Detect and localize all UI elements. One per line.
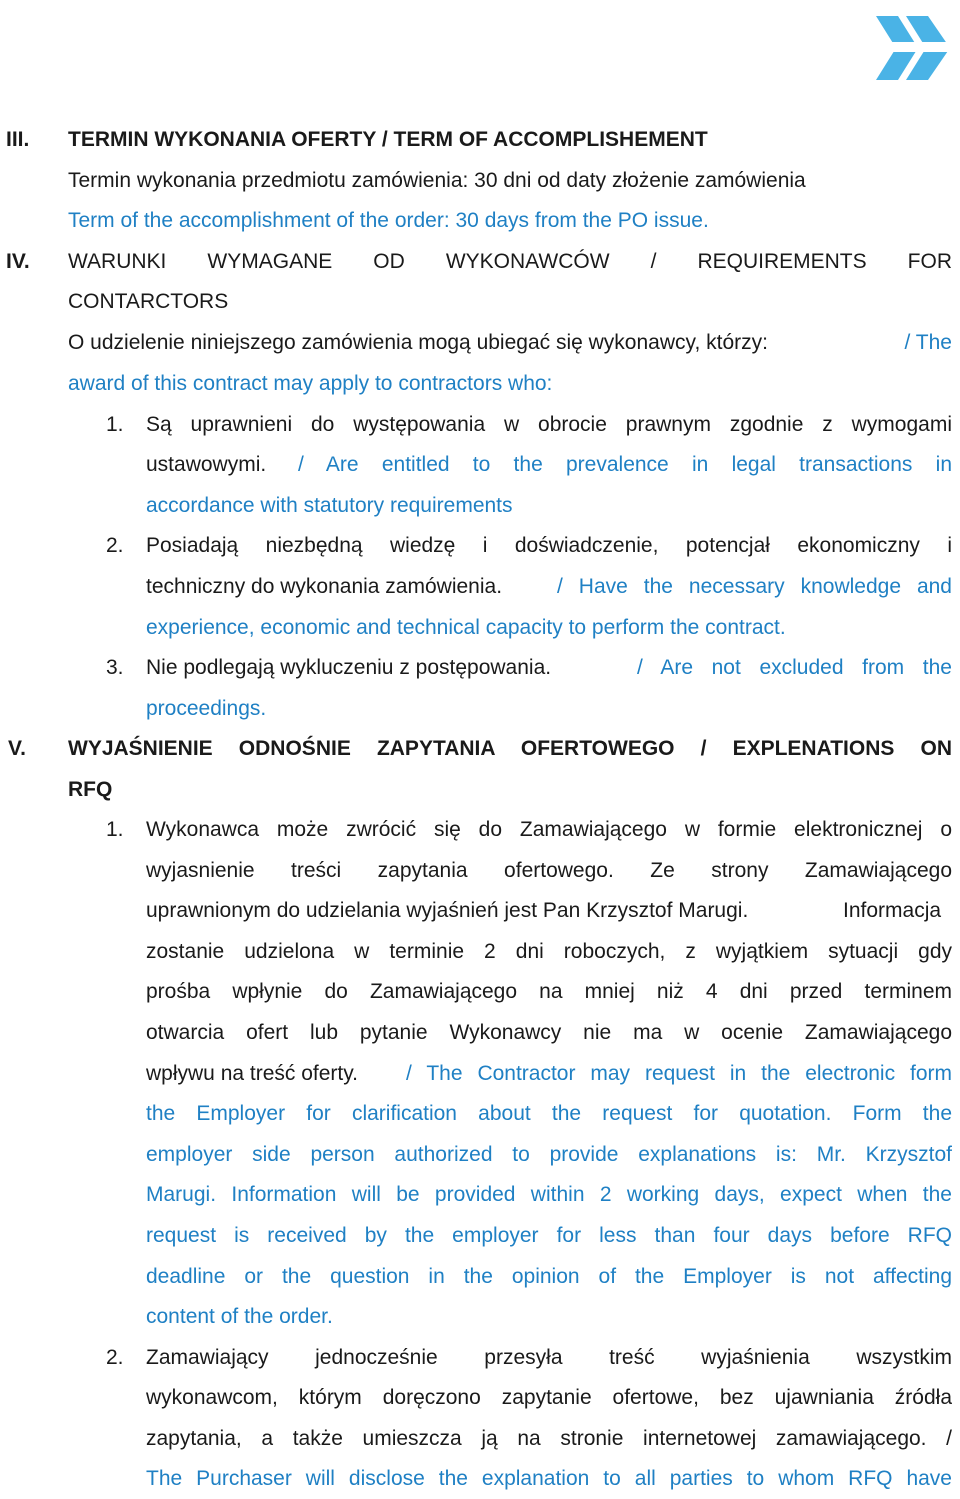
list-item-text-pl: ustawowymi. bbox=[146, 453, 267, 476]
list-item-text-en: / Are not excluded from the bbox=[637, 656, 952, 679]
list-item-text: zapytania, a także umieszcza ją na stronie internetowej zamawiającego. / bbox=[146, 1427, 952, 1450]
list-number: 1. bbox=[106, 818, 124, 841]
list-item-text: Informacja bbox=[843, 899, 942, 922]
list-item-text: Posiadają niezbędną wiedzę i doświadczenie, potencjał ekonomiczny i bbox=[146, 534, 952, 557]
list-item-text: zostanie udzielona w terminie 2 dni roboczych, z wyjątkiem sytuacji gdy bbox=[146, 940, 952, 963]
list-item-text: wykonawcom, którym doręczono zapytanie ofertowe, bez ujawniania źródła bbox=[146, 1386, 952, 1409]
list-item-text-en: Marugi. Information will be provided within 2 working days, expect when the bbox=[146, 1183, 952, 1206]
section-heading-continued: RFQ bbox=[68, 778, 113, 801]
section-iii-text-en: Term of the accomplishment of the order: 30 days from the PO issue. bbox=[68, 209, 709, 232]
list-item-text-en-continued: proceedings. bbox=[146, 697, 267, 720]
section-heading: WYJAŚNIENIE ODNOŚNIE ZAPYTANIA OFERTOWEGO / EXPLENATIONS ON bbox=[68, 737, 952, 760]
list-item-text-en: content of the order. bbox=[146, 1305, 333, 1328]
list-number: 2. bbox=[106, 1346, 124, 1369]
list-item-text-en-continued: accordance with statutory requirements bbox=[146, 494, 513, 517]
section-heading: TERMIN WYKONANIA OFERTY / TERM OF ACCOMPLISHEMENT bbox=[68, 128, 708, 151]
list-item-text-en: deadline or the question in the opinion of the Employer is not affecting bbox=[146, 1265, 952, 1288]
section-heading-continued: CONTARCTORS bbox=[68, 290, 229, 313]
section-iii-heading-row bbox=[0, 120, 960, 160]
list-item-text: prośba wpłynie do Zamawiającego na mniej niż 4 dni przed terminem bbox=[146, 980, 952, 1003]
section-numeral: V. bbox=[8, 737, 26, 760]
intro-line bbox=[68, 323, 952, 363]
list-item-text-en: The Purchaser will disclose the explanation to all parties to whom RFQ have bbox=[146, 1467, 952, 1490]
list-item-text-en-continued: experience, economic and technical capacity to perform the contract. bbox=[146, 616, 786, 639]
list-item-text: Zamawiający jednocześnie przesyła treść wyjaśnienia wszystkim bbox=[146, 1346, 952, 1369]
list-item-text: otwarcia ofert lub pytanie Wykonawcy nie ma w ocenie Zamawiającego bbox=[146, 1021, 952, 1044]
list-number: 2. bbox=[106, 534, 124, 557]
list-item-text-pl: wpływu na treść oferty. bbox=[146, 1062, 359, 1085]
list-item-text-en: / Are entitled to the prevalence in legal transactions in bbox=[298, 453, 952, 476]
section-iii-text-pl: Termin wykonania przedmiotu zamówienia: 30 dni od daty złożenie zamówienia bbox=[68, 169, 806, 192]
list-item-text-en: employer side person authorized to provide explanations is: Mr. Krzysztof bbox=[146, 1143, 952, 1166]
list-item-text: Są uprawnieni do występowania w obrocie prawnym zgodnie z wymogami bbox=[146, 413, 952, 436]
section-numeral: IV. bbox=[6, 250, 30, 273]
list-item-text-en: request is received by the employer for less than four days before RFQ bbox=[146, 1224, 952, 1247]
list-item-text: Wykonawca może zwrócić się do Zamawiającego w formie elektronicznej o bbox=[146, 818, 952, 841]
section-heading: WARUNKI WYMAGANE OD WYKONAWCÓW / REQUIREMENTS FOR bbox=[68, 250, 952, 273]
list-item-text-en: / Have the necessary knowledge and bbox=[557, 575, 952, 598]
intro-text-en: / The bbox=[904, 331, 952, 354]
list-number: 1. bbox=[106, 413, 124, 436]
list-item-text-pl: techniczny do wykonania zamówienia. bbox=[146, 575, 503, 598]
intro-text-pl: O udzielenie niniejszego zamówienia mogą ubiegać się wykonawcy, którzy: bbox=[68, 331, 768, 354]
list-item-text: wyjasnienie treści zapytania ofertowego. Ze strony Zamawiającego bbox=[146, 859, 952, 882]
list-item-text-en: the Employer for clarification about the request for quotation. Form the bbox=[146, 1102, 952, 1125]
list-item-text-pl: Nie podlegają wykluczeniu z postępowania. bbox=[146, 656, 552, 679]
section-numeral: III. bbox=[6, 128, 30, 151]
list-number: 3. bbox=[106, 656, 124, 679]
list-item-text-en: / The Contractor may request in the electronic form bbox=[406, 1062, 952, 1085]
intro-text-en-continued: award of this contract may apply to contractors who: bbox=[68, 372, 553, 395]
list-item-text: uprawnionym do udzielania wyjaśnień jest Pan Krzysztof Marugi. bbox=[146, 899, 749, 922]
double-chevron-logo-icon bbox=[872, 8, 954, 88]
